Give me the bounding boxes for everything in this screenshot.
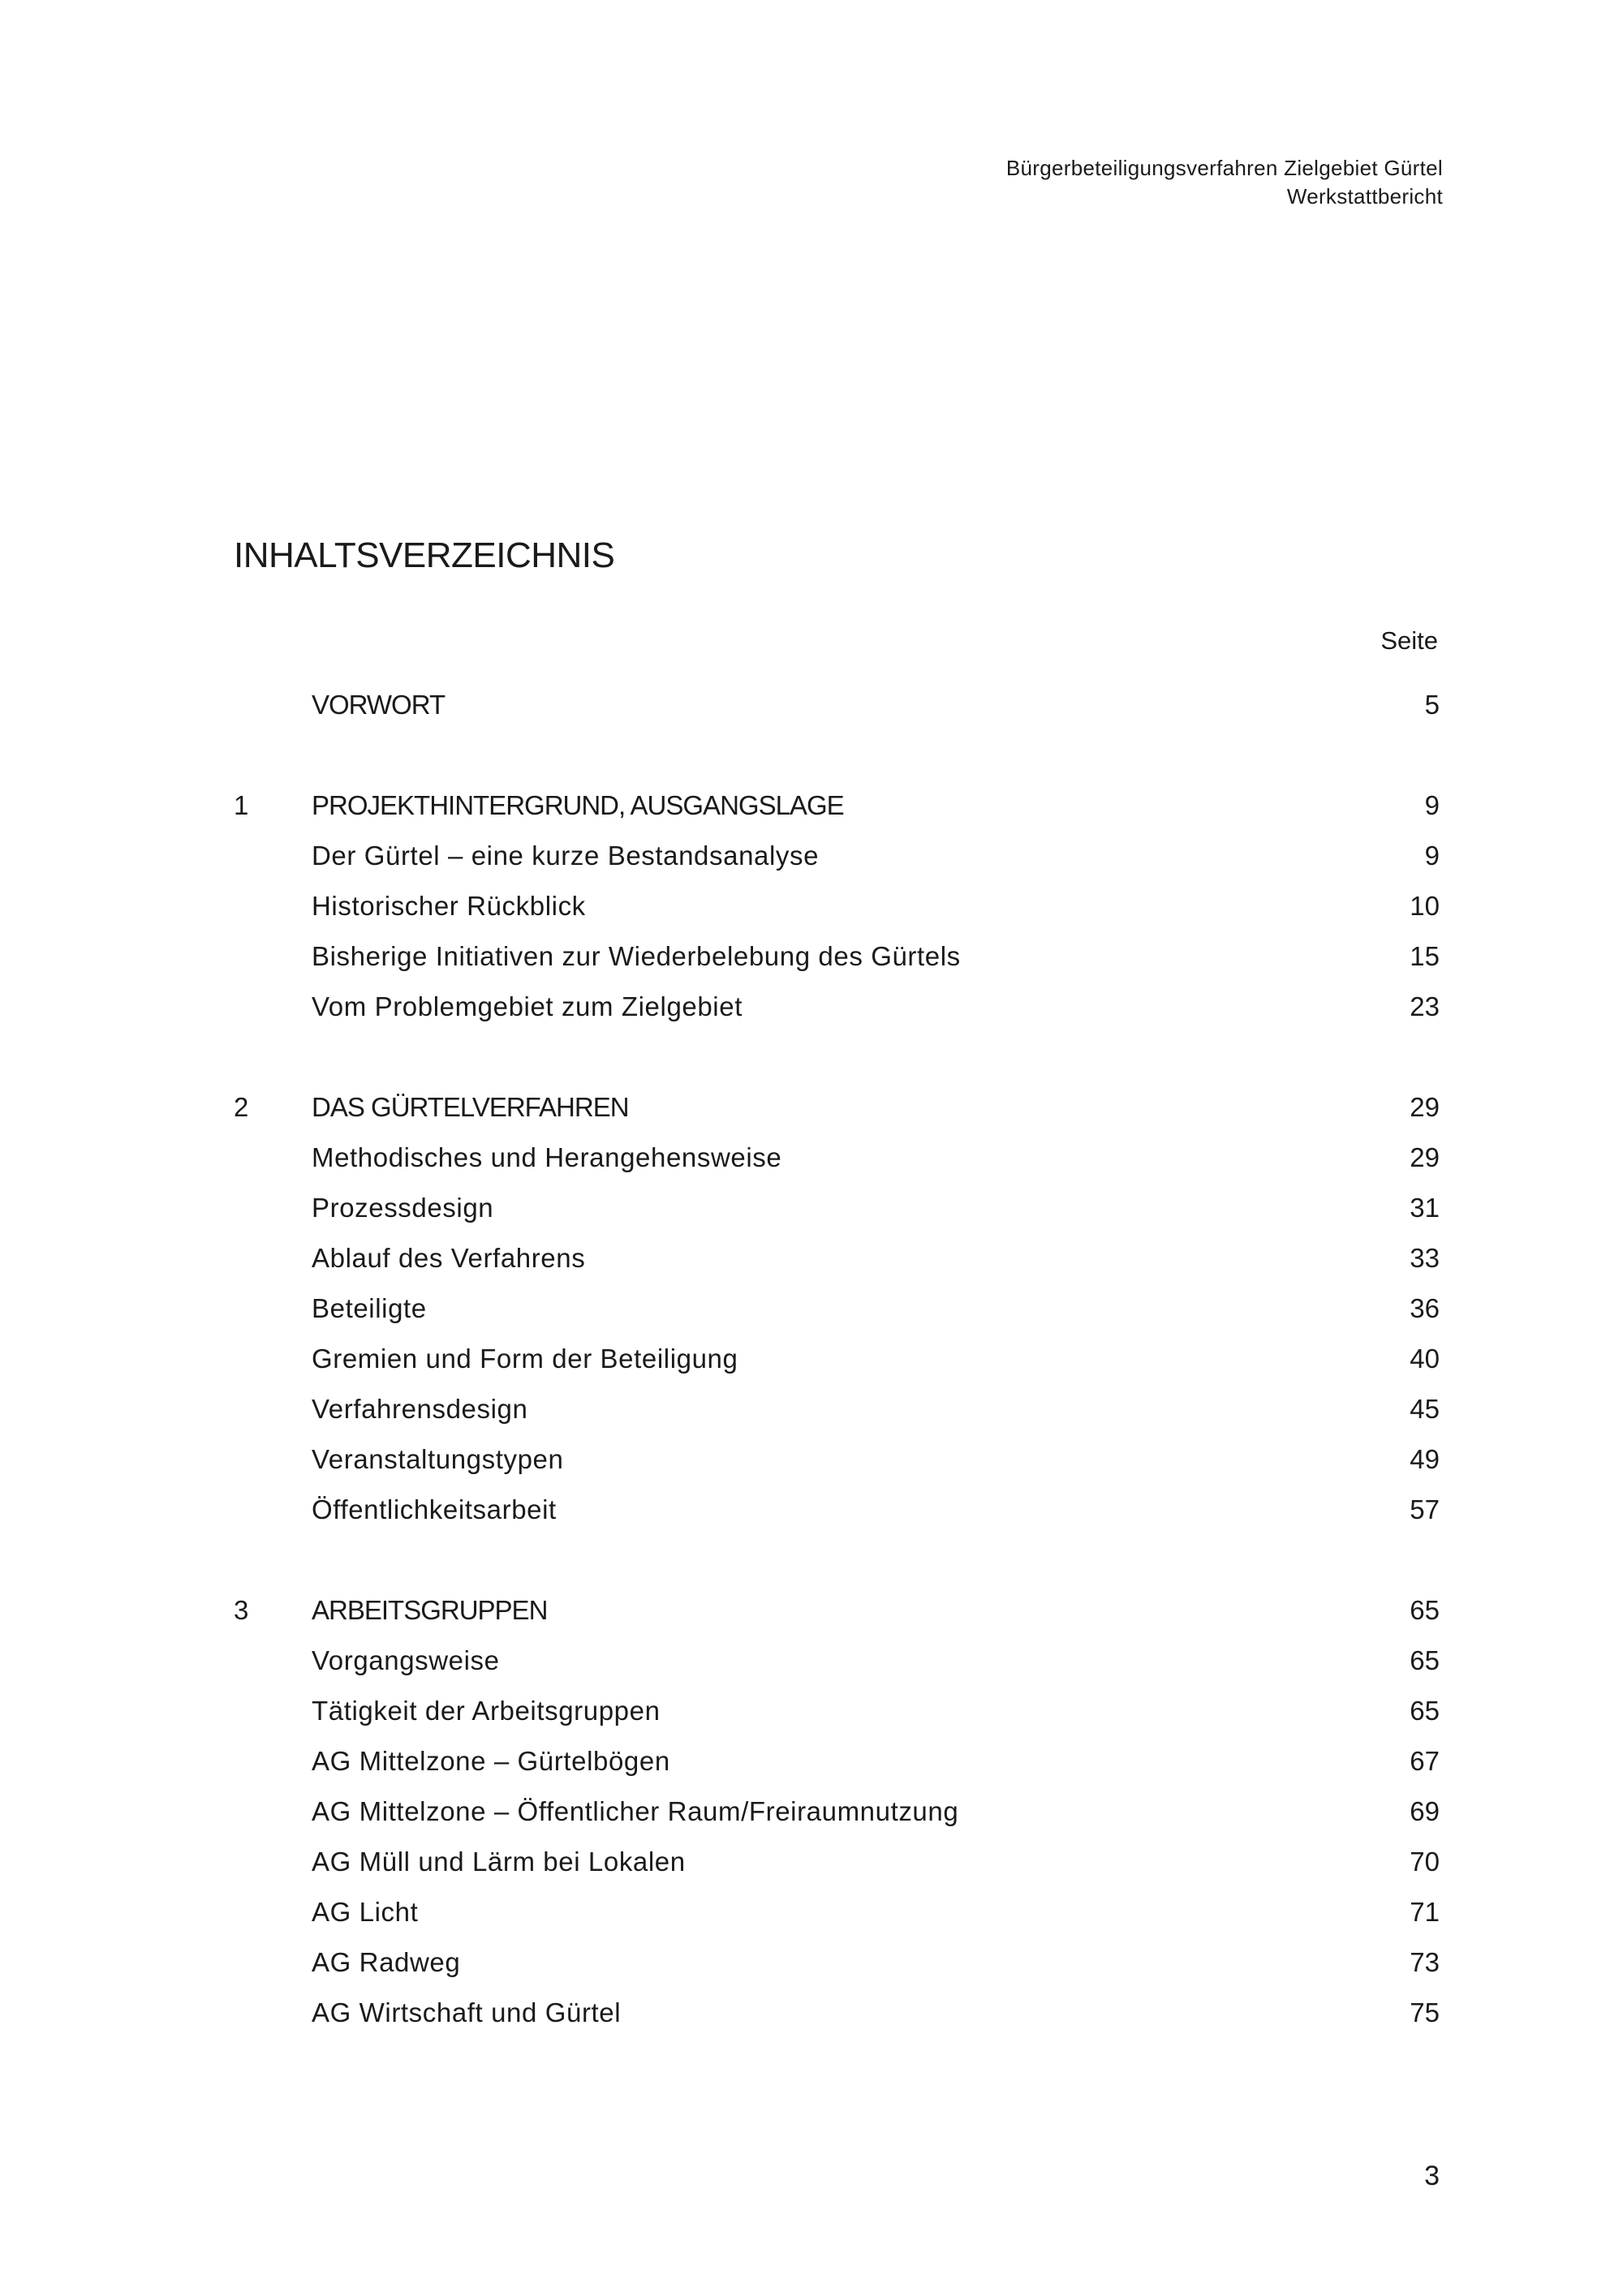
toc-entry[interactable] — [0, 1837, 1623, 1887]
toc-entry-page: 75 — [1410, 1997, 1440, 2027]
toc-entry-page: 71 — [1410, 1897, 1440, 1927]
toc-entry-page: 33 — [1410, 1243, 1440, 1273]
toc-entry-title: Methodisches und Herangehensweise — [312, 1142, 782, 1172]
toc-entry-page: 57 — [1410, 1494, 1440, 1524]
toc-entry[interactable] — [0, 931, 1623, 982]
toc-entry[interactable] — [0, 1233, 1623, 1283]
toc-entry-page: 67 — [1410, 1746, 1440, 1776]
toc-entry-number: 1 — [234, 790, 249, 820]
toc-entry-title: AG Radweg — [312, 1947, 461, 1977]
toc-entry-title: AG Mittelzone – Gürtelbögen — [312, 1746, 670, 1776]
toc-entry-chapter-1[interactable] — [0, 780, 1623, 831]
toc-entry-title: Historischer Rückblick — [312, 891, 586, 921]
toc-entry[interactable] — [0, 1283, 1623, 1334]
toc-entry-title: Beteiligte — [312, 1293, 427, 1323]
toc-entry-title: Gremien und Form der Beteiligung — [312, 1344, 738, 1374]
toc-entry[interactable] — [0, 1334, 1623, 1384]
toc-entry-page: 65 — [1410, 1645, 1440, 1675]
toc-entry[interactable] — [0, 1937, 1623, 1988]
toc-entry-page: 31 — [1410, 1193, 1440, 1223]
toc-entry-page: 69 — [1410, 1796, 1440, 1826]
toc-entry-title: Öffentlichkeitsarbeit — [312, 1494, 557, 1524]
toc-entry-title: AG Müll und Lärm bei Lokalen — [312, 1847, 686, 1877]
toc-entry-page: 49 — [1410, 1444, 1440, 1474]
toc-entry-title: ARBEITSGRUPPEN — [312, 1595, 548, 1625]
toc-entry[interactable] — [0, 1786, 1623, 1837]
toc-entry-number: 2 — [234, 1092, 249, 1122]
toc-entry-title: AG Wirtschaft und Gürtel — [312, 1997, 622, 2027]
toc-entry-page: 5 — [1424, 690, 1440, 720]
toc-entry-title: AG Mittelzone – Öffentlicher Raum/Freiraumnutzung — [312, 1796, 959, 1826]
toc-entry-page: 29 — [1410, 1092, 1440, 1122]
toc-entry-chapter-3[interactable] — [0, 1585, 1623, 1636]
toc-entry[interactable] — [0, 1183, 1623, 1233]
toc-entry-page: 40 — [1410, 1344, 1440, 1374]
toc-entry-chapter-2[interactable] — [0, 1082, 1623, 1133]
running-header — [1006, 154, 1443, 211]
toc-entry-title: Vom Problemgebiet zum Zielgebiet — [312, 991, 743, 1021]
toc-entry[interactable] — [0, 982, 1623, 1032]
toc-entry-page: 65 — [1410, 1696, 1440, 1726]
toc-entry[interactable] — [0, 1988, 1623, 2038]
toc-entry-page: 73 — [1410, 1947, 1440, 1977]
toc-entry[interactable] — [0, 881, 1623, 931]
toc-entry-number: 3 — [234, 1595, 249, 1625]
toc-entry[interactable] — [0, 1434, 1623, 1485]
toc-entry-title: AG Licht — [312, 1897, 419, 1927]
toc-entry-title: Ablauf des Verfahrens — [312, 1243, 586, 1273]
toc-entry[interactable] — [0, 1133, 1623, 1183]
header-document-title: Bürgerbeteiligungsverfahren Zielgebiet Gürtel — [1005, 156, 1443, 180]
toc-entry[interactable] — [0, 1686, 1623, 1736]
toc-entry-page: 9 — [1424, 841, 1440, 871]
toc-entry-page: 10 — [1410, 891, 1440, 921]
toc-entry-title: Veranstaltungstypen — [312, 1444, 564, 1474]
toc-entry-page: 15 — [1410, 941, 1440, 971]
page-number: 3 — [1424, 2161, 1440, 2191]
page-column-label: Seite — [1380, 626, 1438, 655]
toc-title: INHALTSVERZEICHNIS — [234, 535, 615, 575]
toc-entry-title: Verfahrensdesign — [312, 1394, 528, 1424]
toc-entry-title: Der Gürtel – eine kurze Bestandsanalyse — [312, 841, 820, 871]
toc-entry-page: 23 — [1410, 991, 1440, 1021]
header-document-subtitle: Werkstattbericht — [1286, 184, 1443, 209]
toc-entry-page: 36 — [1410, 1293, 1440, 1323]
toc-entry-page: 29 — [1410, 1142, 1440, 1172]
toc-entry-title: Tätigkeit der Arbeitsgruppen — [312, 1696, 661, 1726]
toc-entry-title: DAS GÜRTELVERFAHREN — [312, 1092, 629, 1122]
toc-entry-title: PROJEKTHINTERGRUND, AUSGANGSLAGE — [312, 790, 844, 820]
toc-entry-vorwort[interactable] — [0, 680, 1623, 730]
toc-entry-title: Prozessdesign — [312, 1193, 494, 1223]
toc-entry[interactable] — [0, 831, 1623, 881]
toc-entry[interactable] — [0, 1736, 1623, 1786]
toc-entry[interactable] — [0, 1887, 1623, 1937]
toc-entry-page: 65 — [1410, 1595, 1440, 1625]
toc-entry[interactable] — [0, 1384, 1623, 1434]
toc-entry-title: Vorgangsweise — [312, 1645, 500, 1675]
toc-entry[interactable] — [0, 1636, 1623, 1686]
toc-entry-page: 9 — [1424, 790, 1440, 820]
toc-entry-page: 70 — [1410, 1847, 1440, 1877]
toc-entry-title: VORWORT — [312, 690, 446, 720]
toc-entry[interactable] — [0, 1485, 1623, 1535]
toc-entry-page: 45 — [1410, 1394, 1440, 1424]
toc-entry-title: Bisherige Initiativen zur Wiederbelebung des Gürtels — [312, 941, 961, 971]
